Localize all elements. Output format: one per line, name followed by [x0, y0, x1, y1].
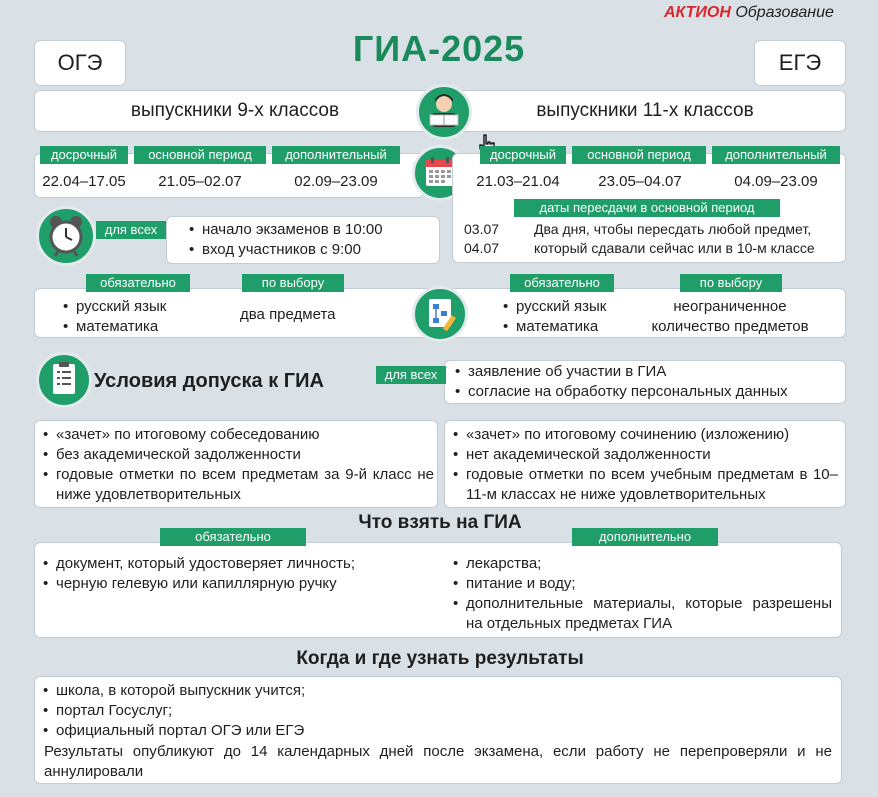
ege-choice: неограниченное [673, 298, 787, 315]
oge-conditions-list [40, 425, 434, 505]
list-item: • официальный портал ОГЭ или ЕГЭ [40, 721, 305, 741]
results-list [40, 681, 305, 741]
list-item: • согласие на обработку персональных данных [452, 382, 788, 402]
oge-mandatory-list [60, 297, 166, 337]
ege-period-tag: дополнительный [712, 146, 840, 164]
brand-logo [664, 4, 834, 26]
oge-period-tag: дополнительный [272, 146, 400, 164]
results-title: Когда и где узнать результаты [296, 648, 584, 669]
brand-suffix: Образование [735, 4, 834, 21]
bring-mandatory-list [40, 554, 355, 594]
bring-additional-list [450, 554, 832, 634]
results-note: Результаты опубликуют до 14 календарных дней после экзамена, если работу не перепроверяли и не аннулировали [44, 743, 832, 780]
retake-tag: даты пересдачи в основной период [514, 199, 780, 217]
ege-mandatory-tag: обязательно [510, 274, 614, 292]
list-item: • русский язык [60, 297, 166, 317]
list-item: • заявление об участии в ГИА [452, 362, 788, 382]
oge-period-dates: 02.09–23.09 [294, 173, 378, 190]
list-item: • нет академической задолженности [450, 445, 838, 465]
list-item: • математика [60, 317, 166, 337]
oge-choice: два предмета [240, 306, 336, 323]
retake-date: 03.07 [464, 221, 500, 237]
admission-title: Условия допуска к ГИА [94, 370, 324, 392]
list-item: • без академической задолженности [40, 445, 434, 465]
ege-period-tag: основной период [572, 146, 706, 164]
retake-text: который сдавали сейчас или в 10-м классе [534, 240, 815, 256]
list-item: • годовые отметки по всем учебным предметам в 10–11-м классах не ниже удовлетворительных [450, 465, 838, 505]
oge-mandatory-tag: обязательно [86, 274, 190, 292]
student-reading-icon [416, 84, 472, 140]
for-all-tag: для всех [96, 221, 166, 239]
admission-for-all-list [452, 362, 788, 402]
ege-choice-tag: по выбору [680, 274, 782, 292]
list-item: • школа, в которой выпускник учится; [40, 681, 305, 701]
list-item: • «зачет» по итоговому сочинению (изложению) [450, 425, 838, 445]
admission-for-all-tag: для всех [376, 366, 446, 384]
oge-period-tag: досрочный [40, 146, 128, 164]
ege-period-dates: 04.09–23.09 [734, 173, 818, 190]
exam-times-list [186, 220, 383, 260]
ege-period-dates: 21.03–21.04 [476, 173, 560, 190]
retake-text: Два дня, чтобы пересдать любой предмет, [534, 221, 812, 237]
ege-mandatory-list [500, 297, 606, 337]
bring-title: Что взять на ГИА [358, 512, 522, 533]
oge-choice-tag: по выбору [242, 274, 344, 292]
ege-period-tag: досрочный [480, 146, 566, 164]
checklist-icon [36, 352, 92, 408]
list-item: • математика [500, 317, 606, 337]
bring-mandatory-tag: обязательно [160, 528, 306, 546]
ege-conditions-list [450, 425, 838, 505]
bring-additional-tag: дополнительно [572, 528, 718, 546]
list-item: • «зачет» по итоговому собеседованию [40, 425, 434, 445]
alarm-clock-icon [36, 206, 96, 266]
list-item: • вход участников с 9:00 [186, 240, 383, 260]
oge-period-dates: 22.04–17.05 [42, 173, 126, 190]
list-item: • лекарства; [450, 554, 832, 574]
list-item: • русский язык [500, 297, 606, 317]
ege-button[interactable] [754, 40, 846, 86]
ege-choice: количество предметов [651, 318, 809, 335]
document-pencil-icon [412, 286, 468, 342]
list-item: • начало экзаменов в 10:00 [186, 220, 383, 240]
oge-button-label: ОГЭ [57, 50, 103, 75]
ege-graduates: выпускники 11-х классов [536, 100, 754, 121]
oge-period-dates: 21.05–02.07 [158, 173, 242, 190]
list-item: • годовые отметки по всем предметам за 9-й класс не ниже удовлетворительных [40, 465, 434, 505]
list-item: • портал Госуслуг; [40, 701, 305, 721]
brand-name: АКТИОН [664, 4, 731, 21]
list-item: • дополнительные материалы, которые разрешены на отдельных предметах ГИА [450, 594, 832, 634]
retake-date: 04.07 [464, 240, 500, 256]
list-item: • питание и воду; [450, 574, 832, 594]
ege-button-label: ЕГЭ [778, 50, 822, 75]
oge-period-tag: основной период [134, 146, 266, 164]
oge-graduates: выпускники 9-х классов [130, 100, 340, 121]
page-title: ГИА-2025 [352, 28, 526, 69]
list-item: • черную гелевую или капиллярную ручку [40, 574, 355, 594]
ege-period-dates: 23.05–04.07 [598, 173, 682, 190]
oge-button[interactable] [34, 40, 126, 86]
list-item: • документ, который удостоверяет личность; [40, 554, 355, 574]
